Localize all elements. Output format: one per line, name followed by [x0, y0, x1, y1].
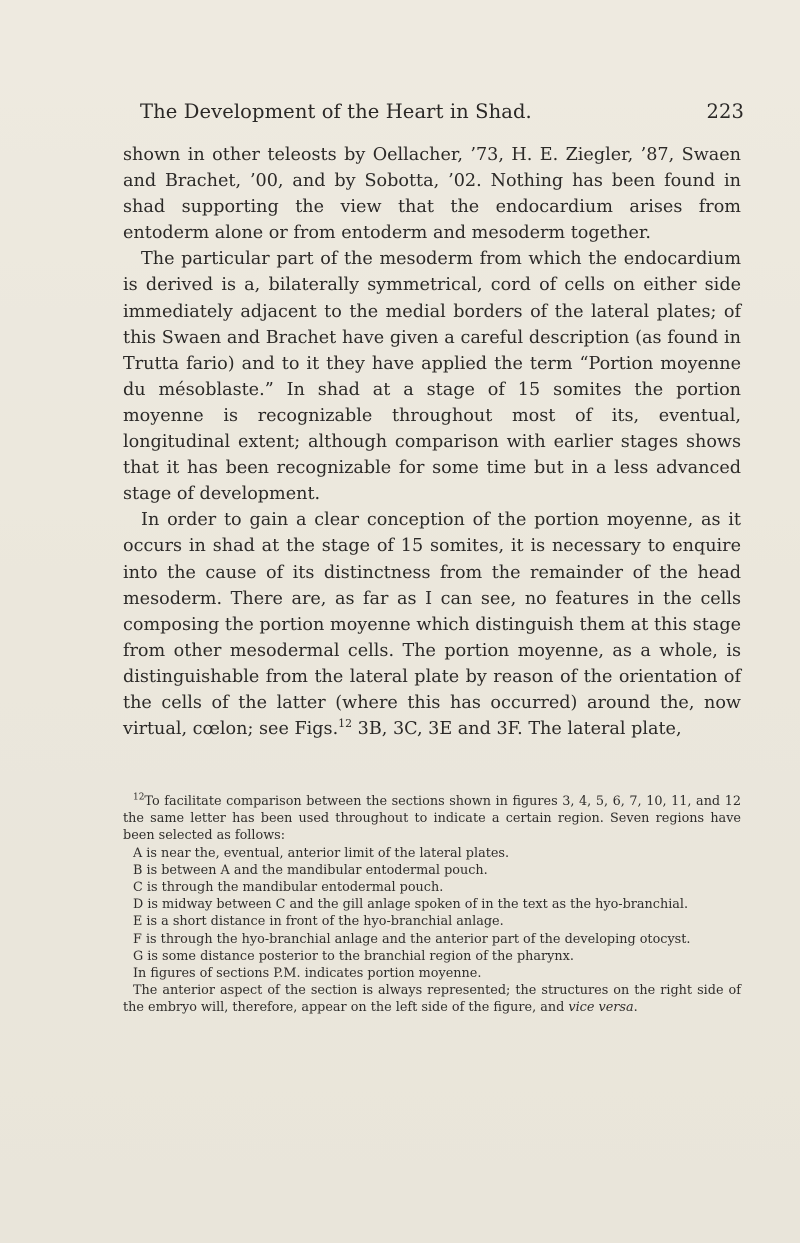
footnote-item-a: A is near the, eventual, anterior limit of the lateral plates.: [133, 845, 510, 861]
footnote-aspect-text: The anterior aspect of the section is always represented; the structures on the right side of the embryo will, therefore, appear on the left side of the figure, and: [123, 983, 741, 1016]
body-text: [123, 142, 741, 742]
running-head: [120, 100, 744, 130]
footnote-item-b: B is between A and the mandibular entodermal pouch.: [133, 862, 488, 878]
running-head-title: The Development of the Heart in Shad.: [140, 100, 532, 123]
footnote-item-f: F is through the hyo-branchial anlage and the anterior part of the developing otocyst.: [133, 931, 691, 947]
footnote-item-d: D is midway between C and the gill anlage spoken of in the text as the hyo-branchial.: [133, 897, 689, 913]
footnotes: [123, 793, 741, 1017]
footnote-item-c: C is through the mandibular entodermal pouch.: [133, 880, 444, 896]
footnote-intro-text: To facilitate comparison between the sections shown in figures 3, 4, 5, 6, 7, 10, 11, and 12 the same letter has been used throughout to indicate a certain region. Seven regions have been selected as follows:: [123, 794, 741, 844]
footnote-item-e: E is a short distance in front of the hyo-branchial anlage.: [133, 914, 504, 930]
footnote-reference: 12: [338, 717, 353, 731]
paragraph-2: The particular part of the mesoderm from which the endocardium is derived is a, bilaterally symmetrical, cord of cells on either side immediately adjacent to the medial borders of the lateral plates; of this Swaen and Brachet have given a careful description (as found in Trutta fario) and to it they have applied the term “Portion moyenne du mésoblaste.” In shad at a stage of 15 somites the portion moyenne is recognizable throughout most of its, eventual, longitudinal extent; although comparison with earlier stages shows that it has been recognizable for some time but in a less advanced stage of development.: [123, 249, 741, 505]
paragraph-1: shown in other teleosts by Oellacher, ’73, H. E. Ziegler, ’87, Swaen and Brachet, ’00, and by Sobotta, ’02. Nothing has been found in shad supporting the view that the endocardium arises from entoderm alone or from entoderm and mesoderm together.: [123, 145, 741, 244]
footnote-marker: 12: [133, 792, 145, 803]
page-number: 223: [706, 100, 744, 123]
paragraph-3: [123, 507, 741, 742]
footnote-aspect-end: .: [633, 1000, 638, 1016]
footnote-item-g: G is some distance posterior to the branchial region of the pharynx.: [133, 948, 574, 964]
footnote-pm-note: In figures of sections P.M. indicates portion moyenne.: [133, 966, 482, 982]
footnote-aspect-italic: vice versa: [568, 1000, 634, 1016]
footnote-intro: [123, 793, 741, 845]
paragraph-3-text-a: In order to gain a clear conception of the portion moyenne, as it occurs in shad at the stage of 15 somites, it is necessary to enquire into the cause of its distinctness from the remainder of the head mesoderm. There are, as far as I can see, no features in the cells composing the portion moyenne which distinguish them at this stage from other mesodermal cells. The portion moyenne, as a whole, is distinguishable from the lateral plate by reason of the orientation of the cells of the latter (where this has occurred) around the, now virtual, cœlon; see Figs.: [123, 510, 741, 740]
paragraph-3-text-b: 3B, 3C, 3E and 3F. The lateral plate,: [352, 719, 682, 740]
footnote-aspect-note: [123, 982, 741, 1016]
